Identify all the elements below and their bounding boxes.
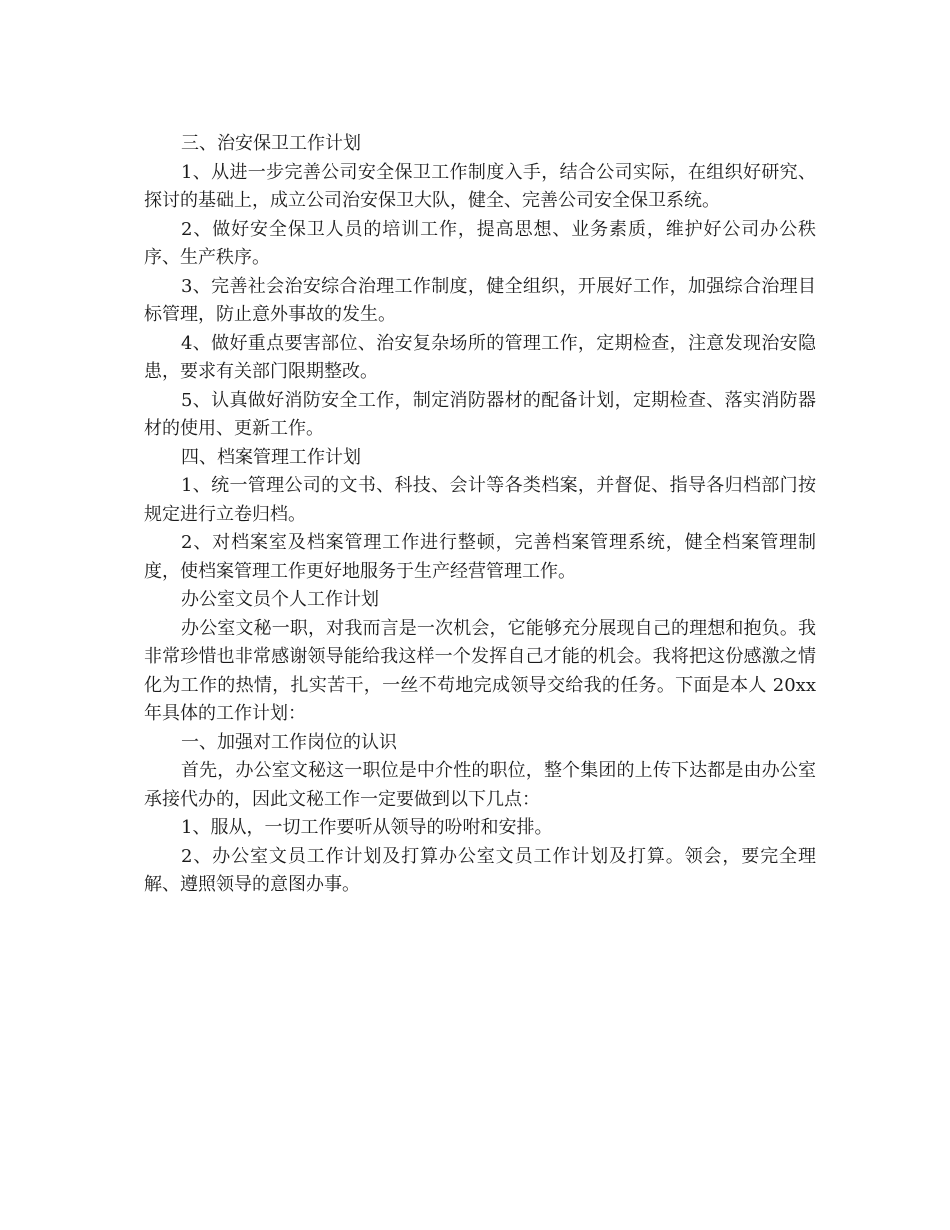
section-heading-job-awareness: 一、加强对工作岗位的认识 [181,731,397,753]
document-body [144,130,816,900]
section-heading-archives: 四、档案管理工作计划 [181,446,361,468]
paragraph: 办公室文秘一职，对我而言是一次机会，它能够充分展现自己的理想和抱负。我非常珍惜也非常感谢领导能给我这样一个发挥自己才能的机会。我将把这份感激之情化为工作的热情，扎实苦干，一丝不苟地完成领导交给我的任务。下面是本人 20xx 年具体的工作计划： [144,617,816,724]
paragraph: 首先，办公室文秘这一职位是中介性的职位，整个集团的上传下达都是由办公室承接代办的，因此文秘工作一定要做到以下几点： [144,760,816,810]
paragraph: 1、统一管理公司的文书、科技、会计等各类档案，并督促、指导各归档部门按规定进行立卷归档。 [144,475,816,525]
paragraph: 4、做好重点要害部位、治安复杂场所的管理工作，定期检查，注意发现治安隐患，要求有关部门限期整改。 [144,332,816,382]
paragraph: 1、服从，一切工作要听从领导的吩咐和安排。 [181,817,553,838]
section-heading-security: 三、治安保卫工作计划 [181,133,361,154]
paragraph: 3、完善社会治安综合治理工作制度，健全组织，开展好工作，加强综合治理目标管理，防止意外事故的发生。 [144,275,816,325]
paragraph: 2、对档案室及档案管理工作进行整顿，完善档案管理系统，健全档案管理制度，使档案管理工作更好地服务于生产经营管理工作。 [144,532,816,582]
paragraph: 5、认真做好消防安全工作，制定消防器材的配备计划，定期检查、落实消防器材的使用、更新工作。 [144,389,816,439]
paragraph: 2、办公室文员工作计划及打算办公室文员工作计划及打算。领会，要完全理解、遵照领导的意图办事。 [144,845,816,895]
paragraph: 2、做好安全保卫人员的培训工作，提高思想、业务素质，维护好公司办公秩序、生产秩序。 [144,218,816,268]
section-heading-personal-plan: 办公室文员个人工作计划 [181,589,379,610]
paragraph: 1、从进一步完善公司安全保卫工作制度入手，结合公司实际，在组织好研究、探讨的基础上，成立公司治安保卫大队，健全、完善公司安全保卫系统。 [144,161,816,211]
